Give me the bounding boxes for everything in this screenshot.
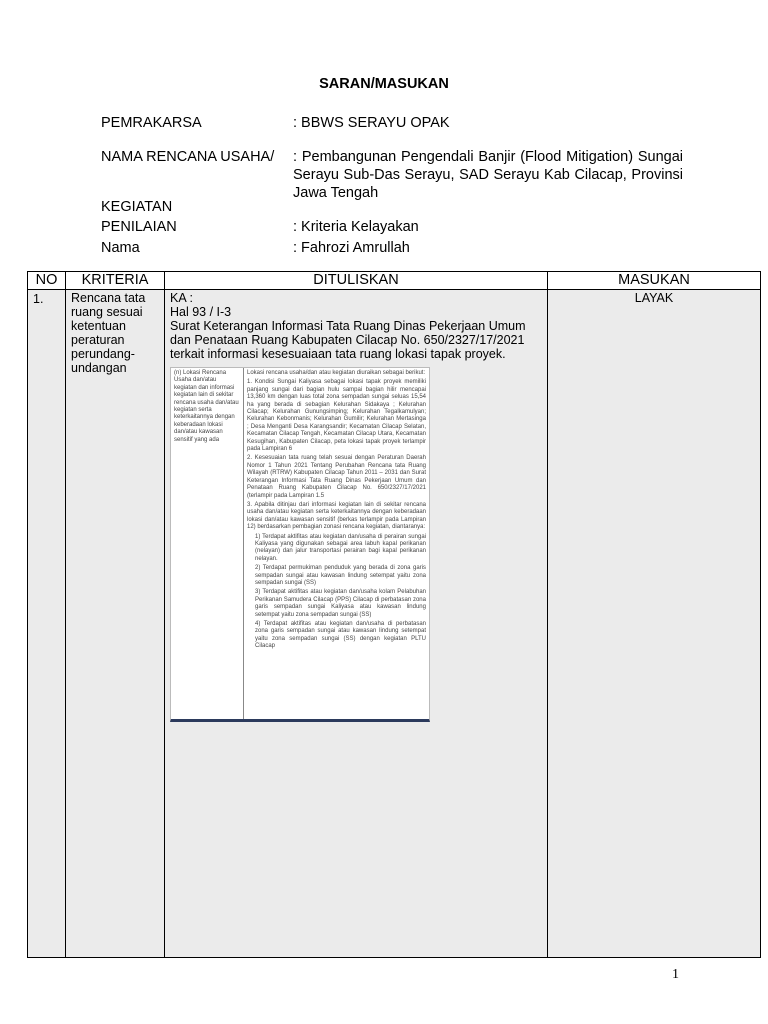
dituliskan-line-surat: Surat Keterangan Informasi Tata Ruang Dinas Pekerjaan Umum dan Penataan Ruang Kabupaten Cilacap No. 650/2327/17/2021 terkait informasi kesesuaiaan tata ruang lokasi tapak proyek. [170,319,526,361]
excerpt-subpoint-3: 3) Terdapat aktifitas atau kegiatan dan/usaha kolam Pelabuhan Perikanan Samudera Cilacap (PPS) Cilacap di perbatasan zona garis sempadan sungai Kaliyasa atau kawasan lindung setempat yaitu zona sempadan sungai (SS) [255,589,426,618]
excerpt-intro: Lokasi rencana usaha/dan atau kegiatan diuraikan sebagai berikut: [247,370,426,376]
excerpt-point-2: 2. Kesesuaian tata ruang telah sesuai dengan Peraturan Daerah Nomor 1 Tahun 2021 Tentang Perubahan Rencana tata Ruang Wilayah (RTRW) Kabupaten Cilacap Tahun 2011 – 2031 dan Surat Keterangan Informasi Tata Ruang Dinas Pekerjaan Umum dan Penataan Ruang Kabupaten Cilacap No. 650/2327/17/2021 (terlampir pada Lampiran 1.5 [247,455,426,499]
row-masukan-cell: LAYAK [548,290,761,958]
assessment-table [27,271,761,958]
row-no-cell: 1. [28,290,66,958]
page-title: SARAN/MASUKAN [319,76,449,92]
nama-value: : Fahrozi Amrullah [293,240,410,256]
nama-rencana-label: NAMA RENCANA USAHA/ [101,149,275,165]
table-header-row [28,272,761,290]
excerpt-right-column [247,370,426,653]
col-no-header: NO [28,272,66,290]
excerpt-point-3: 3. Apabila ditinjau dari informasi kegiatan lain di sekitar rencana usaha dan/atau kegiatan serta keterkaitannya dengan keberadaan lokasi dan/atau kawasan sensitif (berkas terlampir pada Lampiran 12) berdasarkan pembagian zonasi rencana kegiatan, diantaranya: [247,501,426,531]
dituliskan-line-ka: KA : [170,291,193,305]
table-row [28,290,761,958]
page-number: 1 [672,967,679,982]
document-excerpt-image [170,367,430,722]
pemrakarsa-label: PEMRAKARSA [101,115,202,131]
excerpt-subpoint-1: 1) Terdapat aktifitas atau kegiatan dan/usaha di perairan sungai Kaliyasa yang digunakan sebagai area labuh kapal perikanan (nelayan) dan jalur transportasi perairan bagi kapal perikanan nelayan. [255,533,426,562]
row-dituliskan-cell [165,290,548,958]
dituliskan-line-hal: Hal 93 / I-3 [170,305,232,319]
excerpt-point-1: 1. Kondisi Sungai Kaliyasa sebagai lokasi tapak proyek memiliki panjang sungai dari bagian hulu sampai bagian hilir mencapai 13,360 km dengan luas total zona sempadan sungai seluas 15,54 ha yang berada di sebagian Kelurahan Sidakaya ; Kelurahan Cilacap; Kelurahan Gunungsimping; Kelurahan Tegalkamulyan; Kelurahan Kebonmanis; Kelurahan Gumilir; Kelurahan Mertasinga ; Desa Menganti Desa Karangsandir; Kecamatan Cilacap Selatan, Kecamatan Cilacap Tengah, Kecamatan Cilacap Utara, Kecamatan Kesugihan, Kabupaten Cilacap, peta lokasi tapak proyek terlampir pada Lampiran 6 [247,379,426,453]
excerpt-left-column: (n) Lokasi Rencana Usaha dan/atau kegiatan dan informasi kegiatan lain di sekitar rencana usaha dan/atau kegiatan serta keterkaitannya dengan keberadaan lokasi dan/atau kawasan sensitif yang ada [174,370,239,443]
col-kriteria-header: KRITERIA [66,272,165,290]
pemrakarsa-value: : BBWS SERAYU OPAK [293,115,450,131]
excerpt-subpoint-4: 4) Terdapat aktifitas atau kegiatan dan/usaha di perbatasan zona garis sempadan sungai atau kawasan lindung setempat yaitu zona sempadan sungai (SS) dengan kegiatan PLTU Cilacap [255,621,426,650]
kegiatan-label: KEGIATAN [101,199,173,215]
nama-rencana-value: : Pembangunan Pengendali Banjir (Flood Mitigation) Sungai Serayu Sub-Das Serayu, SAD Serayu Kab Cilacap, Provinsi Jawa Tengah [293,149,683,201]
col-dituliskan-header: DITULISKAN [165,272,548,290]
excerpt-column-divider [243,368,244,719]
penilaian-value: : Kriteria Kelayakan [293,219,419,235]
nama-label: Nama [101,240,140,256]
col-masukan-header: MASUKAN [548,272,761,290]
excerpt-subpoint-2: 2) Terdapat permukiman penduduk yang berada di zona garis sempadan sungai atau kawasan lindung setempat yaitu zona sempadan sungai (SS) [255,565,426,586]
penilaian-label: PENILAIAN [101,219,177,235]
row-kriteria-cell: Rencana tata ruang sesuai ketentuan peraturan perundang-undangan [66,290,165,958]
